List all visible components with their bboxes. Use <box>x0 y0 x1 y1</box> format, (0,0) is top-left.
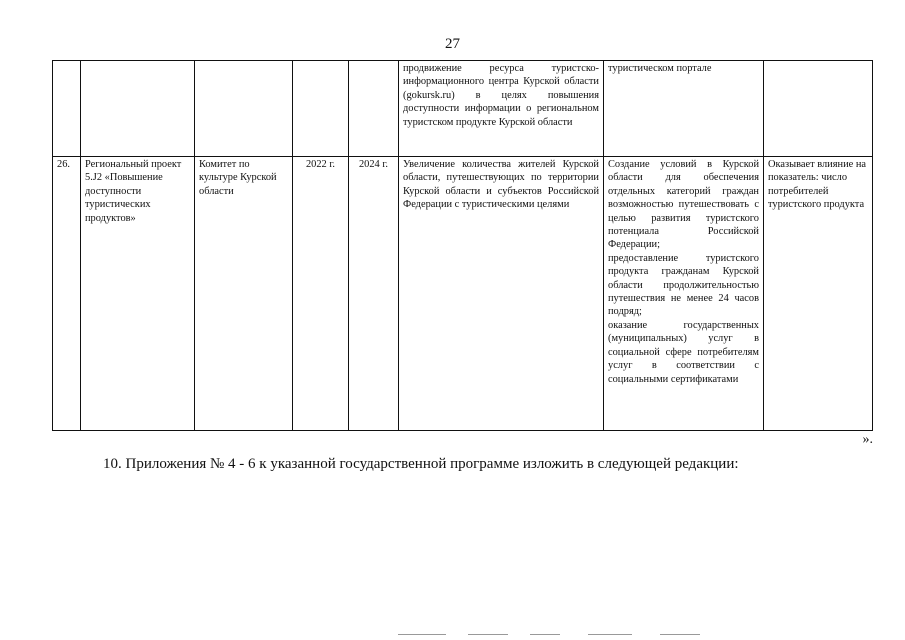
program-table <box>52 60 873 431</box>
cell-empty <box>764 61 873 157</box>
cell-project-name: Региональный проект 5.J2 «Повышение доступности туристических продуктов» <box>81 157 195 431</box>
content-paragraph-3: оказание государственных (муниципальных) услуг в социальной сфере потребителям услуг в соответствии с социальными сертификатами <box>608 319 759 385</box>
closing-quote: ». <box>862 432 873 447</box>
content-paragraph-1: Создание условий в Курской области для обеспечения отдельных категорий граждан возможностью путешествовать с целью развития туристского потенциала Российской Федерации; <box>608 159 759 251</box>
cell-start-year: 2022 г. <box>293 157 349 431</box>
page-number: 27 <box>445 36 460 52</box>
cell-empty <box>195 61 293 157</box>
cell-executor: Комитет по культуре Курской области <box>195 157 293 431</box>
cell-empty <box>81 61 195 157</box>
content-paragraph-2: предоставление туристского продукта гражданам Курской области продолжительностью путешествия не менее 24 часов подряд; <box>608 252 759 318</box>
cell-content-continued: туристическом портале <box>604 61 764 157</box>
cell-indicator: Оказывает влияние на показатель: число потребителей туристского продукта <box>764 157 873 431</box>
cell-row-number: 26. <box>53 157 81 431</box>
cell-empty <box>53 61 81 157</box>
table-row-26 <box>53 157 873 431</box>
cell-empty <box>293 61 349 157</box>
cell-content <box>604 157 764 431</box>
table-row-continuation <box>53 61 873 157</box>
scan-artifact-lines <box>398 634 708 637</box>
cell-end-year: 2024 г. <box>349 157 399 431</box>
cell-activity-continued: продвижение ресурса туристско-информационного центра Курской области (gokursk.ru) в целях повышения доступности информации о региональном туристском продукте Курской области <box>399 61 604 157</box>
cell-expected-result: Увеличение количества жителей Курской области, путешествующих по территории Курской области и субъектов Российской Федерации с туристическими целями <box>399 157 604 431</box>
cell-empty <box>349 61 399 157</box>
clause-10-text: 10. Приложения № 4 - 6 к указанной государственной программе изложить в следующей редакции: <box>103 456 739 472</box>
